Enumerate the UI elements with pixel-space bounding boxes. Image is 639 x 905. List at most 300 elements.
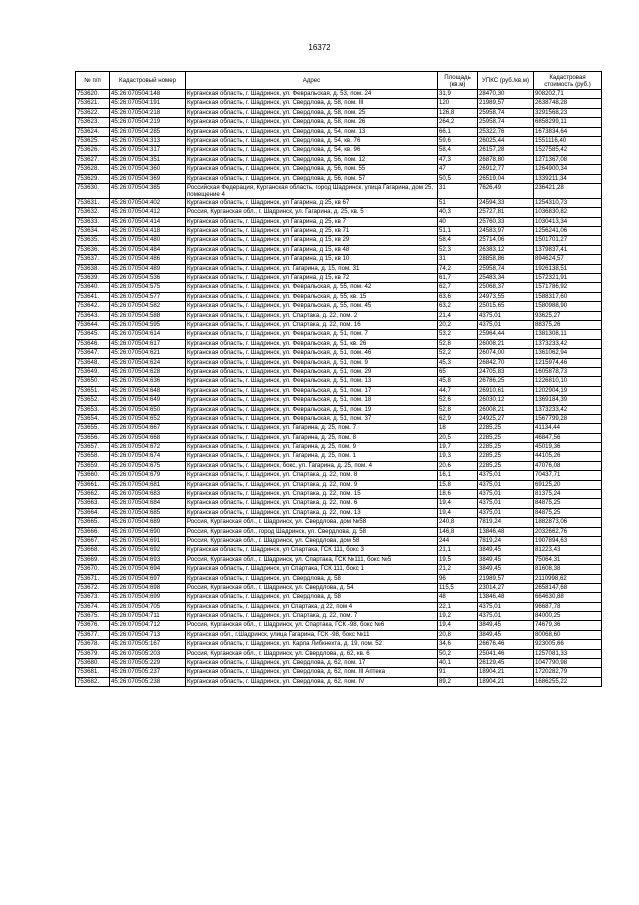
table-row <box>76 499 602 508</box>
address: Курганская область, г. Шадринск, ул. Карла Либкнехта, д. 19, пом. 52 <box>186 640 438 649</box>
cadastral-number: 45:26:070504:652 <box>110 414 186 423</box>
table-row <box>76 165 602 174</box>
area: 19,7 <box>438 443 478 452</box>
address: Курганская область, г. Шадринск, ул. Свердлова, д. 54, кв. 96 <box>186 146 438 155</box>
row-number: 753659. <box>76 461 110 470</box>
area: 19,5 <box>438 555 478 564</box>
upks: 24925,27 <box>478 414 534 423</box>
address: Курганская область, г. Шадринск, ул. Февральская, д. 51, пом. 9 <box>186 358 438 367</box>
cadastral-number: 45:26:070504:672 <box>110 443 186 452</box>
row-number: 753640. <box>76 283 110 292</box>
cadastral-number: 45:26:070504:681 <box>110 480 186 489</box>
cadastral-cost: 84875,25 <box>534 508 602 517</box>
area: 52,2 <box>438 349 478 358</box>
cadastral-number: 45:26:070505:167 <box>110 640 186 649</box>
address: Курганская область, г. Шадринск, ул. Свердлова, д. 54, кв. 76 <box>186 136 438 145</box>
row-number: 753627. <box>76 155 110 164</box>
upks: 26074,00 <box>478 349 534 358</box>
table-row <box>76 630 602 639</box>
address: Курганская область, г. Шадринск, ул Гагарина, д 15, кв 48 <box>186 245 438 254</box>
area: 21,2 <box>438 565 478 574</box>
cadastral-cost: 70437,71 <box>534 471 602 480</box>
row-number: 753625. <box>76 136 110 145</box>
header-cadastral-number: Кадастровый номер <box>110 72 186 90</box>
row-number: 753630. <box>76 183 110 198</box>
header-address: Адрес <box>186 72 438 90</box>
cadastral-number: 45:26:070504:588 <box>110 311 186 320</box>
row-number: 753671. <box>76 574 110 583</box>
address: Курганская область, г. Шадринск, ул. Свердлова, д. 58, пом. 26 <box>186 118 438 127</box>
address: Курганская область, г. Шадринск, ул. Февральская, д. 51, пом. 18 <box>186 396 438 405</box>
cadastral-number: 45:26:070504:712 <box>110 621 186 630</box>
table-row <box>76 292 602 301</box>
row-number: 753656. <box>76 433 110 442</box>
address: Курганская область, г. Шадринск, ул. Февральская, д. 51, пом. 7 <box>186 330 438 339</box>
cadastral-cost: 44105,26 <box>534 452 602 461</box>
cadastral-cost: 84000,25 <box>534 612 602 621</box>
cadastral-number: 45:26:070504:713 <box>110 630 186 639</box>
cadastral-number: 45:26:070504:683 <box>110 490 186 499</box>
cadastral-number: 45:26:070504:148 <box>110 90 186 99</box>
cadastral-cost: 1030413,34 <box>534 217 602 226</box>
cadastral-cost: 1257081,33 <box>534 649 602 658</box>
table-row <box>76 274 602 283</box>
cadastral-number: 45:26:070504:369 <box>110 174 186 183</box>
cadastral-cost: 69125,20 <box>534 480 602 489</box>
cadastral-cost: 664630,88 <box>534 593 602 602</box>
address: Курганская область, г. Шадринск, ул. Спартака, д. 22, пом. 16 <box>186 320 438 329</box>
cadastral-cost: 1720282,79 <box>534 668 602 677</box>
address: Россия, Курганская обл., город Шадринск, ул. Свердлова, д. 58 <box>186 527 438 536</box>
cadastral-cost: 1501701,27 <box>534 236 602 245</box>
cadastral-number: 45:26:070504:484 <box>110 245 186 254</box>
table-row <box>76 339 602 348</box>
area: 52,8 <box>438 339 478 348</box>
cadastral-number: 45:26:070504:351 <box>110 155 186 164</box>
area: 45,3 <box>438 358 478 367</box>
cadastral-number: 45:26:070504:486 <box>110 255 186 264</box>
address: Курганская область, г. Шадринск, ул. Февральская, д. 51, пом. 29 <box>186 367 438 376</box>
row-number: 753673. <box>76 593 110 602</box>
table-row <box>76 358 602 367</box>
row-number: 753638. <box>76 264 110 273</box>
area: 126,8 <box>438 108 478 117</box>
cadastral-number: 45:26:070504:317 <box>110 146 186 155</box>
area: 31 <box>438 183 478 198</box>
table-body <box>76 90 602 687</box>
table-row <box>76 612 602 621</box>
cadastral-cost: 1047790,98 <box>534 659 602 668</box>
address: Курганская область, г. Шадринск, ул. Февральская, д. 51, пом. 37 <box>186 414 438 423</box>
area: 146,8 <box>438 527 478 536</box>
area: 52,3 <box>438 245 478 254</box>
address: Курганская область, г. Шадринск, ул. Свердлова, д. 56, пом. 12 <box>186 155 438 164</box>
cadastral-number: 45:26:070504:684 <box>110 499 186 508</box>
area: 21,1 <box>438 546 478 555</box>
address: Курганская область, г. Шадринск, ул. Февральская, д. 55, кв. 15 <box>186 292 438 301</box>
area: 44,7 <box>438 386 478 395</box>
row-number: 753670. <box>76 565 110 574</box>
address: Курганская область, г. Шадринск, ул. Свердлова, д. 62, пом. 17 <box>186 659 438 668</box>
address: Курганская область, г. Шадринск, ул. Свердлова, д. 58, пом. III <box>186 99 438 108</box>
upks: 25714,06 <box>478 236 534 245</box>
upks: 26383,12 <box>478 245 534 254</box>
table-row <box>76 593 602 602</box>
address: Курганская область, г. Шадринск, ул. Февральская, д. 55, пом. 45 <box>186 302 438 311</box>
table-row <box>76 255 602 264</box>
address: Курганская область, г. Шадринск, ул. Февральская, д. 51, кв. 26 <box>186 339 438 348</box>
table-row <box>76 602 602 611</box>
table-row <box>76 659 602 668</box>
upks: 26676,46 <box>478 640 534 649</box>
table-row <box>76 536 602 545</box>
address: Российская Федерация, Курганская область, город Шадринск, улица Гагарина, дом 25, помещение 4 <box>186 183 438 198</box>
table-row <box>76 433 602 442</box>
cadastral-number: 45:26:070504:650 <box>110 405 186 414</box>
table-row <box>76 574 602 583</box>
cadastral-cost: 1907894,63 <box>534 536 602 545</box>
cadastral-cost: 96687,78 <box>534 602 602 611</box>
address: Курганская область, г. Шадринск, бокс, ул. Гагарина, д. 25, пом. 4 <box>186 461 438 470</box>
upks: 28858,86 <box>478 255 534 264</box>
cadastral-cost: 1379837,41 <box>534 245 602 254</box>
area: 240,8 <box>438 518 478 527</box>
cadastral-number: 45:26:070504:285 <box>110 127 186 136</box>
address: Курганская область, г. Шадринск, ул. Гагарина, д. 25, пом. 1 <box>186 452 438 461</box>
cadastral-number: 45:26:070504:418 <box>110 227 186 236</box>
cadastral-cost: 80068,60 <box>534 630 602 639</box>
upks: 7819,24 <box>478 518 534 527</box>
row-number: 753629. <box>76 174 110 183</box>
upks: 7626,49 <box>478 183 534 198</box>
cadastral-cost: 1373233,42 <box>534 405 602 414</box>
upks: 18904,21 <box>478 668 534 677</box>
upks: 2285,25 <box>478 443 534 452</box>
upks: 24583,97 <box>478 227 534 236</box>
area: 59,6 <box>438 136 478 145</box>
area: 62,7 <box>438 283 478 292</box>
address: Курганская область, г. Шадринск, ул. Свердлова, д. 54, пом. 13 <box>186 127 438 136</box>
cadastral-number: 45:26:070504:705 <box>110 602 186 611</box>
table-row <box>76 546 602 555</box>
upks: 4375,01 <box>478 471 534 480</box>
cadastral-number: 45:26:070504:689 <box>110 518 186 527</box>
row-number: 753647. <box>76 349 110 358</box>
cadastral-cost: 2638748,28 <box>534 99 602 108</box>
cadastral-cost: 1882873,06 <box>534 518 602 527</box>
row-number: 753649. <box>76 367 110 376</box>
table-row <box>76 386 602 395</box>
cadastral-cost: 88375,26 <box>534 320 602 329</box>
area: 115,5 <box>438 583 478 592</box>
upks: 2285,25 <box>478 424 534 433</box>
address: Россия, Курганская обл., г. Шадринск, ул. Спартака, ГСК №111, бокс №5 <box>186 555 438 564</box>
table-row <box>76 490 602 499</box>
cadastral-number: 45:26:070504:694 <box>110 565 186 574</box>
table-row <box>76 174 602 183</box>
cadastral-number: 45:26:070504:489 <box>110 264 186 273</box>
cadastral-cost: 2110998,62 <box>534 574 602 583</box>
cadastral-number: 45:26:070504:480 <box>110 236 186 245</box>
upks: 26030,12 <box>478 396 534 405</box>
address: Россия, Курганская обл., г. Шадринск, ул. Спартака, ГСК -98, бокс №6 <box>186 621 438 630</box>
cadastral-number: 45:26:070504:679 <box>110 471 186 480</box>
area: 20,6 <box>438 461 478 470</box>
cadastral-cost: 1567799,28 <box>534 414 602 423</box>
cadastral-number: 45:26:070504:577 <box>110 292 186 301</box>
address: Курганская область, г. Шадринск, ул. Свердлова, д. 62, пом. III Аптека <box>186 668 438 677</box>
area: 18,6 <box>438 490 478 499</box>
area: 53,2 <box>438 330 478 339</box>
upks: 4375,01 <box>478 499 534 508</box>
cadastral-number: 45:26:070504:699 <box>110 593 186 602</box>
row-number: 753637. <box>76 255 110 264</box>
row-number: 753620. <box>76 90 110 99</box>
area: 40 <box>438 217 478 226</box>
upks: 25958,74 <box>478 264 534 273</box>
cadastral-number: 45:26:070504:313 <box>110 136 186 145</box>
cadastral-number: 45:26:070504:685 <box>110 508 186 517</box>
cadastral-cost: 3291568,23 <box>534 108 602 117</box>
upks: 4375,01 <box>478 320 534 329</box>
cadastral-number: 45:26:070504:582 <box>110 302 186 311</box>
cadastral-cost: 1256241,06 <box>534 227 602 236</box>
upks: 4375,01 <box>478 311 534 320</box>
address: Курганская область, г. Шадринск, ул. Спартака, д. 22, пом. 6 <box>186 499 438 508</box>
table-row <box>76 108 602 117</box>
table-row <box>76 405 602 414</box>
area: 15,8 <box>438 480 478 489</box>
cadastral-number: 45:26:070504:191 <box>110 99 186 108</box>
table-row <box>76 183 602 198</box>
table-row <box>76 146 602 155</box>
table-row <box>76 208 602 217</box>
area: 52,6 <box>438 396 478 405</box>
area: 120 <box>438 99 478 108</box>
header-cadastral-cost: Кадастровая стоимость (руб.) <box>534 72 602 90</box>
area: 45,8 <box>438 377 478 386</box>
upks: 25015,65 <box>478 302 534 311</box>
cadastral-cost: 1361062,94 <box>534 349 602 358</box>
area: 20,8 <box>438 630 478 639</box>
area: 20,2 <box>438 320 478 329</box>
area: 74,2 <box>438 264 478 273</box>
upks: 26008,21 <box>478 405 534 414</box>
cadastral-table <box>75 71 602 687</box>
cadastral-cost: 1686255,22 <box>534 677 602 686</box>
table-row <box>76 518 602 527</box>
upks: 4375,01 <box>478 490 534 499</box>
cadastral-number: 45:26:070504:667 <box>110 424 186 433</box>
address: Курганская область, г. Шадринск, ул Спартака, д 22, пом 4 <box>186 602 438 611</box>
area: 264,2 <box>438 118 478 127</box>
table-row <box>76 480 602 489</box>
area: 62,9 <box>438 414 478 423</box>
upks: 26025,44 <box>478 136 534 145</box>
upks: 3849,45 <box>478 546 534 555</box>
upks: 4375,01 <box>478 612 534 621</box>
area: 40,1 <box>438 659 478 668</box>
cadastral-number: 45:26:070504:636 <box>110 377 186 386</box>
area: 16,1 <box>438 471 478 480</box>
table-row <box>76 640 602 649</box>
area: 50,5 <box>438 174 478 183</box>
row-number: 753644. <box>76 320 110 329</box>
table-row <box>76 302 602 311</box>
upks: 21989,57 <box>478 574 534 583</box>
cadastral-cost: 1551116,40 <box>534 136 602 145</box>
cadastral-cost: 908202,71 <box>534 90 602 99</box>
area: 21,4 <box>438 311 478 320</box>
area: 63,2 <box>438 302 478 311</box>
cadastral-cost: 74679,36 <box>534 621 602 630</box>
area: 19,3 <box>438 452 478 461</box>
upks: 28470,30 <box>478 90 534 99</box>
cadastral-cost: 1271367,08 <box>534 155 602 164</box>
upks: 26878,80 <box>478 155 534 164</box>
row-number: 753677. <box>76 630 110 639</box>
address: Курганская область, г. Шадринск, ул. Спартака, д. 22, пом. 8 <box>186 471 438 480</box>
cadastral-cost: 1673834,64 <box>534 127 602 136</box>
cadastral-cost: 81608,38 <box>534 565 602 574</box>
row-number: 753652. <box>76 396 110 405</box>
cadastral-cost: 75064,31 <box>534 555 602 564</box>
area: 50,2 <box>438 649 478 658</box>
row-number: 753657. <box>76 443 110 452</box>
table-row <box>76 461 602 470</box>
row-number: 753646. <box>76 339 110 348</box>
address: Курганская область, г. Шадринск, ул Гагарина, д 25, кв 71 <box>186 227 438 236</box>
cadastral-number: 45:26:070504:360 <box>110 165 186 174</box>
upks: 26008,21 <box>478 339 534 348</box>
cadastral-number: 45:26:070504:402 <box>110 198 186 207</box>
address: Россия, Курганская обл., г. Шадринск, ул. Свердлова, д. 54 <box>186 583 438 592</box>
area: 65 <box>438 367 478 376</box>
row-number: 753624. <box>76 127 110 136</box>
address: Курганская область, г. Шадринск, ул. Спартака, д. 22, пом. 9 <box>186 480 438 489</box>
area: 31,9 <box>438 90 478 99</box>
address: Россия, Курганская обл., г. Шадринск, ул. Свердлова, д. 62, кв. 6 <box>186 649 438 658</box>
area: 66,1 <box>438 127 478 136</box>
area: 244 <box>438 536 478 545</box>
area: 63,6 <box>438 292 478 301</box>
cadastral-cost: 1572321,91 <box>534 274 602 283</box>
row-number: 753675. <box>76 612 110 621</box>
row-number: 753628. <box>76 165 110 174</box>
cadastral-number: 45:26:070504:648 <box>110 386 186 395</box>
upks: 3849,45 <box>478 565 534 574</box>
row-number: 753634. <box>76 227 110 236</box>
cadastral-cost: 41134,44 <box>534 424 602 433</box>
upks: 26786,25 <box>478 377 534 386</box>
upks: 26157,28 <box>478 146 534 155</box>
cadastral-number: 45:26:070504:693 <box>110 555 186 564</box>
row-number: 753648. <box>76 358 110 367</box>
address: Курганская обл., г.Шадринск, улица Гагарина, ГСК -98, бокс №11 <box>186 630 438 639</box>
row-number: 753621. <box>76 99 110 108</box>
table-row <box>76 320 602 329</box>
table-row <box>76 527 602 536</box>
header-area: Площадь (кв.м) <box>438 72 478 90</box>
upks: 13846,48 <box>478 527 534 536</box>
address: Курганская область, г. Шадринск, ул. Спартака, д. 22, пом. 7 <box>186 612 438 621</box>
cadastral-cost: 894624,57 <box>534 255 602 264</box>
address: Курганская область, г. Шадринск, ул. Свердлова, д. 56, пом. 55 <box>186 165 438 174</box>
table-row <box>76 508 602 517</box>
upks: 21989,57 <box>478 99 534 108</box>
row-number: 753668. <box>76 546 110 555</box>
cadastral-number: 45:26:070504:675 <box>110 461 186 470</box>
row-number: 753653. <box>76 405 110 414</box>
cadastral-cost: 1254310,73 <box>534 198 602 207</box>
upks: 4375,01 <box>478 602 534 611</box>
table-row <box>76 136 602 145</box>
table-row <box>76 311 602 320</box>
table-row <box>76 396 602 405</box>
table-row <box>76 583 602 592</box>
area: 19,4 <box>438 621 478 630</box>
row-number: 753666. <box>76 527 110 536</box>
cadastral-number: 45:26:070504:617 <box>110 339 186 348</box>
area: 91 <box>438 668 478 677</box>
cadastral-cost: 2032662,76 <box>534 527 602 536</box>
upks: 4375,01 <box>478 508 534 517</box>
cadastral-number: 45:26:070504:711 <box>110 612 186 621</box>
row-number: 753661. <box>76 480 110 489</box>
row-number: 753636. <box>76 245 110 254</box>
address: Курганская область, г. Шадринск, ул. Гагарина, д. 25, пом. 8 <box>186 433 438 442</box>
upks: 2285,25 <box>478 433 534 442</box>
upks: 2285,25 <box>478 452 534 461</box>
row-number: 753680. <box>76 659 110 668</box>
upks: 25322,76 <box>478 127 534 136</box>
area: 96 <box>438 574 478 583</box>
address: Курганская область, г. Шадринск, ул Гагарина, д 15, кв 10 <box>186 255 438 264</box>
upks: 25727,81 <box>478 208 534 217</box>
address: Курганская область, г. Шадринск, ул. Гагарина, д. 25, пом. 7 <box>186 424 438 433</box>
cadastral-cost: 45019,36 <box>534 443 602 452</box>
table-row <box>76 677 602 686</box>
cadastral-cost: 923005,66 <box>534 640 602 649</box>
cadastral-number: 45:26:070504:628 <box>110 367 186 376</box>
table-row <box>76 565 602 574</box>
area: 40,3 <box>438 208 478 217</box>
address: Курганская область, г. Шадринск, ул. Свердлова, д. 62, пом. IV <box>186 677 438 686</box>
cadastral-number: 45:26:070504:614 <box>110 330 186 339</box>
address: Курганская область, г. Шадринск, ул Спартака, ГСК 111, бокс 3 <box>186 546 438 555</box>
row-number: 753662. <box>76 490 110 499</box>
cadastral-cost: 1580988,90 <box>534 302 602 311</box>
table-row <box>76 330 602 339</box>
upks: 25964,44 <box>478 330 534 339</box>
cadastral-number: 45:26:070504:668 <box>110 433 186 442</box>
cadastral-cost: 1339211,34 <box>534 174 602 183</box>
table-row <box>76 424 602 433</box>
table-row <box>76 127 602 136</box>
upks: 26129,45 <box>478 659 534 668</box>
upks: 23014,27 <box>478 583 534 592</box>
row-number: 753631. <box>76 198 110 207</box>
table-row <box>76 443 602 452</box>
cadastral-number: 45:26:070504:385 <box>110 183 186 198</box>
header-upks: УПКС (руб./кв.м) <box>478 72 534 90</box>
cadastral-number: 45:26:070505:203 <box>110 649 186 658</box>
table-row <box>76 668 602 677</box>
row-number: 753623. <box>76 118 110 127</box>
upks: 3849,45 <box>478 630 534 639</box>
row-number: 753669. <box>76 555 110 564</box>
area: 61,7 <box>438 274 478 283</box>
